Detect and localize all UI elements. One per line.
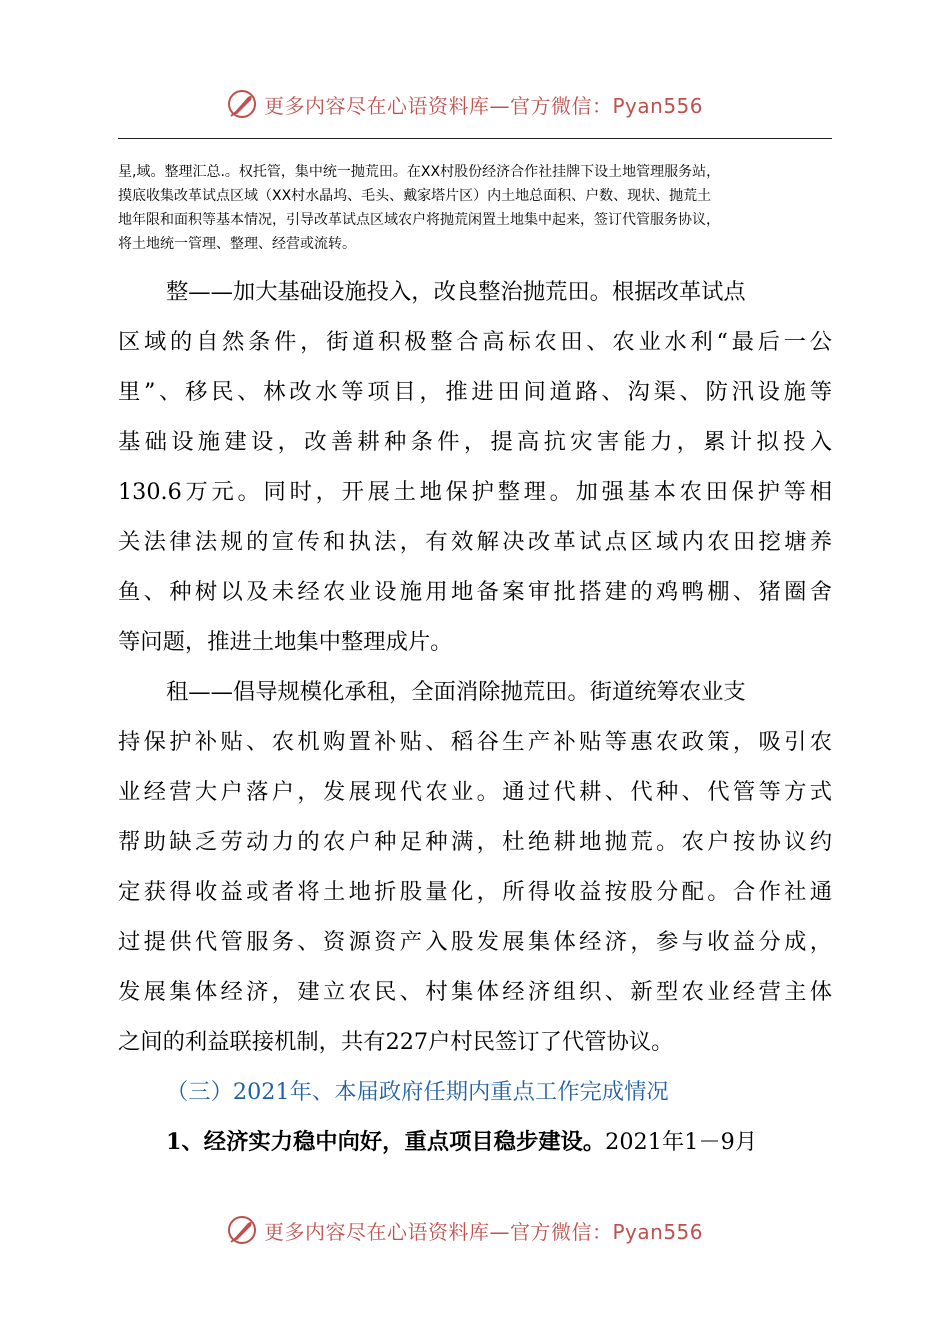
paragraph-zheng: [118, 267, 832, 667]
text-line: 过提供代管服务、资源资产入股发展集体经济，参与收益分成，: [118, 929, 832, 955]
intro-line: 星,域。整理汇总.。权托管，集中统一抛荒田。在XX村股份经济合作社挂牌下设土地管理服务站，: [118, 164, 721, 180]
text-line: 发展集体经济，建立农民、村集体经济组织、新型农业经营主体: [118, 979, 832, 1005]
text-line: 租——倡导规模化承租，全面消除抛荒田。街道统筹农业支: [166, 679, 746, 705]
text-line: 鱼、种树以及未经农业设施用地备案审批搭建的鸡鸭棚、猪圈舍: [118, 579, 832, 605]
text-line: 里”、移民、林改水等项目，推进田间道路、沟渠、防汛设施等: [118, 379, 832, 405]
footer-watermark: [226, 1212, 703, 1248]
bold-lead: 1、经济实力稳中向好，重点项目稳步建设。: [166, 1129, 606, 1155]
header-watermark: [226, 86, 703, 122]
text-line: 帮助缺乏劳动力的农户种足种满，杜绝耕地抛荒。农户按协议约: [118, 829, 832, 855]
text-line: 区域的自然条件，街道积极整合高标农田、农业水利“最后一公: [118, 329, 832, 355]
text-line: 等问题，推进土地集中整理成片。: [118, 629, 453, 655]
text-line: 持保护补贴、农机购置补贴、稻谷生产补贴等惠农政策，吸引农: [118, 729, 832, 755]
text-line: 定获得收益或者将土地折股量化，所得收益按股分配。合作社通: [118, 879, 832, 905]
quill-pen-logo-icon: [226, 88, 258, 120]
intro-paragraph: [118, 160, 832, 256]
quill-pen-logo-icon: [226, 1214, 258, 1246]
lead-continuation: 2021年1－9月: [605, 1129, 758, 1155]
paragraph-zu: [118, 667, 832, 1067]
text-line: [118, 1117, 832, 1167]
body-text: [118, 267, 832, 1167]
intro-line: 地年限和面积等基本情况，引导改革试点区域农户将抛荒闲置土地集中起来，签订代管服务协议，: [118, 212, 720, 228]
header-divider: [118, 138, 832, 139]
text-line: 130.6万元。同时，开展土地保护整理。加强基本农田保护等相: [118, 479, 832, 505]
text-line: 之间的利益联接机制，共有227户村民签订了代管协议。: [118, 1029, 674, 1055]
watermark-text: 更多内容尽在心语资料库—官方微信：Pyan556: [264, 93, 704, 118]
text-line: 业经营大户落户，发展现代农业。通过代耕、代种、代管等方式: [118, 779, 832, 805]
text-line: 基础设施建设，改善耕种条件，提高抗灾害能力，累计拟投入: [118, 429, 832, 455]
intro-line: 将土地统一管理、整理、经营或流转。: [118, 236, 356, 252]
text-line: 关法律法规的宣传和执法，有效解决改革试点区域内农田挖塘养: [118, 529, 832, 555]
text-line: 整——加大基础设施投入，改良整治抛荒田。根据改革试点: [166, 279, 746, 305]
watermark-text: 更多内容尽在心语资料库—官方微信：Pyan556: [264, 1219, 704, 1244]
section-heading: （三）2021年、本届政府任期内重点工作完成情况: [166, 1079, 669, 1105]
intro-line: 摸底收集改革试点区域（XX村水晶坞、毛头、戴家塔片区）内土地总面积、户数、现状、抛荒土: [118, 188, 712, 204]
